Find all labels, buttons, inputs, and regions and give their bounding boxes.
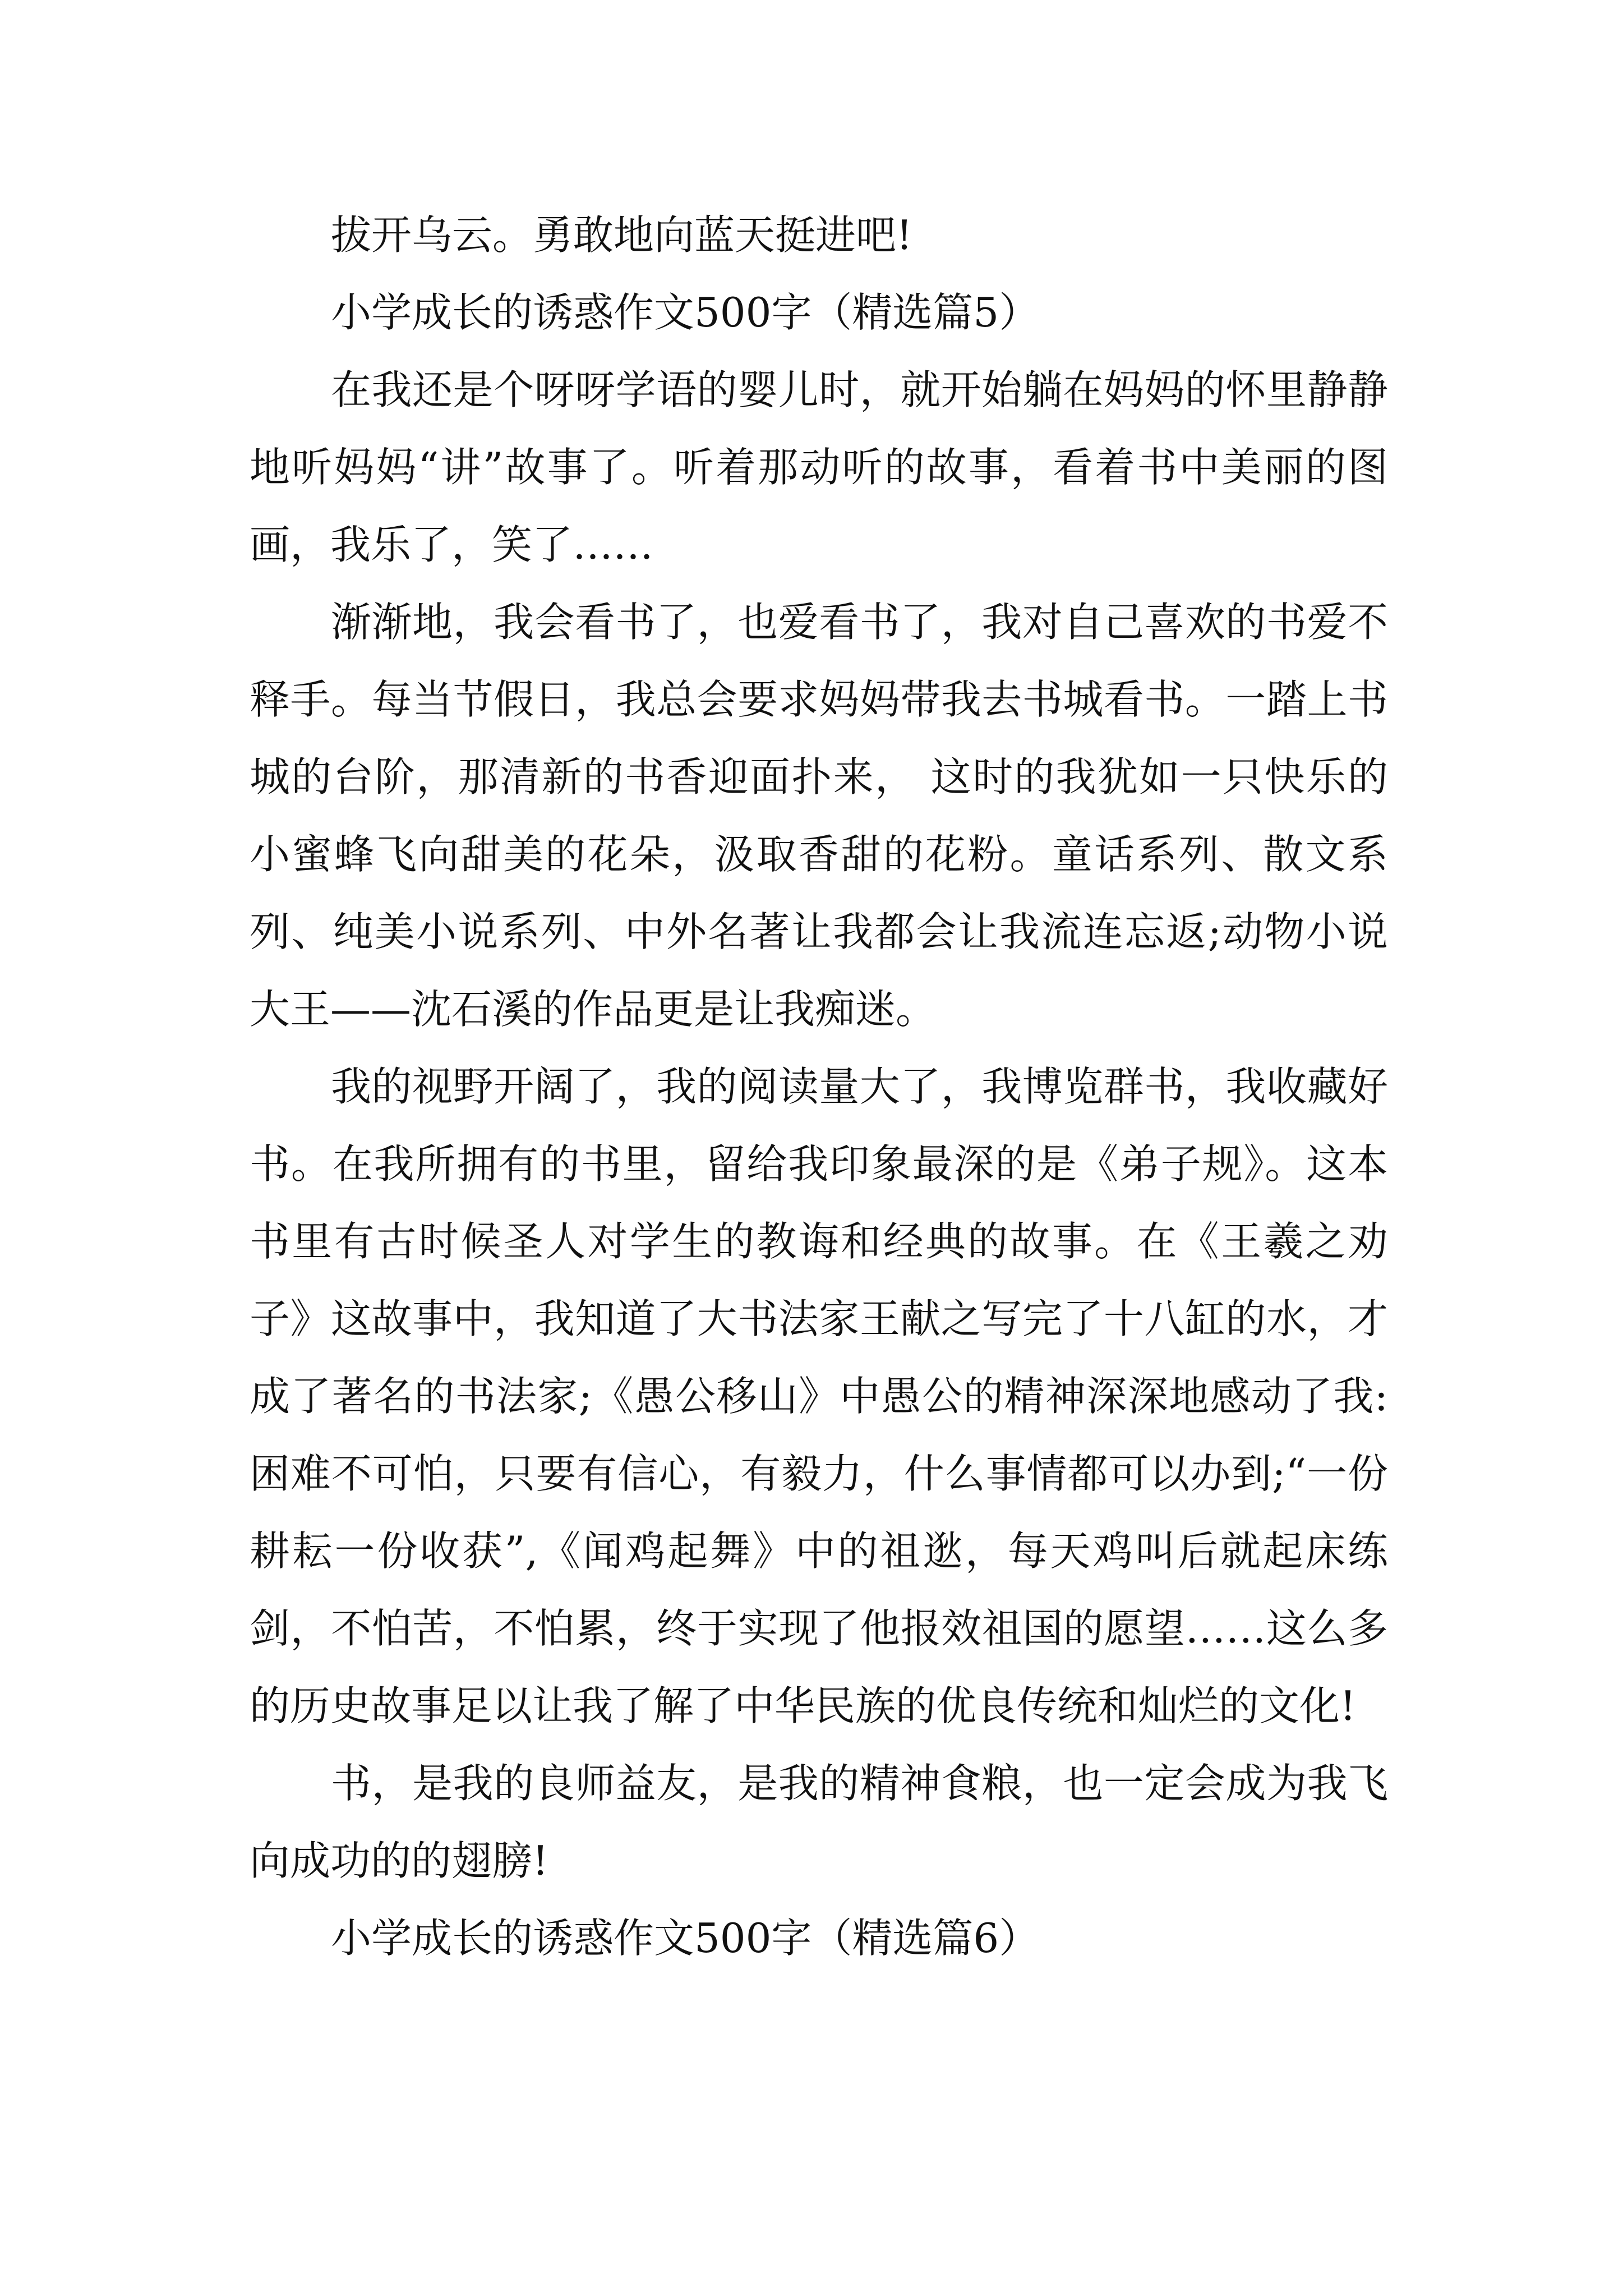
paragraph-bookstore: 渐渐地，我会看书了，也爱看书了，我对自己喜欢的书爱不释手。每当节假日，我总会要求妈妈带我去书城看书。一踏上书城的台阶，那清新的书香迎面扑来， 这时的我犹如一只快乐的小蜜蜂飞向甜美的花朵，汲取香甜的花粉。童话系列、散文系列、纯美小说系列、中外名著让我都会让我流连忘返;动物小说大王——沈石溪的作品更是让我痴迷。: [250, 599, 1388, 1033]
paragraph-reading: 我的视野开阔了，我的阅读量大了，我博览群书，我收藏好书。在我所拥有的书里，留给我印象最深的是《弟子规》。这本书里有古时候圣人对学生的教诲和经典的故事。在《王羲之劝子》这故事中，我知道了大书法家王献之写完了十八缸的水，才成了著名的书法家;《愚公移山》中愚公的精神深深地感动了我:困难不可怕，只要有信心，有毅力，什么事情都可以办到;“一份耕耘一份收获”,《闻鸡起舞》中的祖逖，每天鸡叫后就起床练剑，不怕苦，不怕累，终于实现了他报效祖国的愿望……这么多的历史故事足以让我了解了中华民族的优良传统和灿烂的文化!: [250, 1063, 1388, 1729]
paragraph-closing-line: 拔开乌云。勇敢地向蓝天挺进吧!: [331, 211, 912, 259]
document-body: [250, 196, 1388, 1977]
paragraph-infancy: 在我还是个呀呀学语的婴儿时，就开始躺在妈妈的怀里静静地听妈妈“讲”故事了。听着那动听的故事，看着书中美丽的图画，我乐了，笑了……: [250, 366, 1388, 568]
section-heading-6: 小学成长的诱惑作文500字（精选篇6）: [331, 1915, 1040, 1962]
paragraph-conclusion: 书，是我的良师益友，是我的精神食粮，也一定会成为我飞向成功的的翅膀!: [250, 1760, 1388, 1884]
section-heading-5: 小学成长的诱惑作文500字（精选篇5）: [331, 289, 1040, 336]
